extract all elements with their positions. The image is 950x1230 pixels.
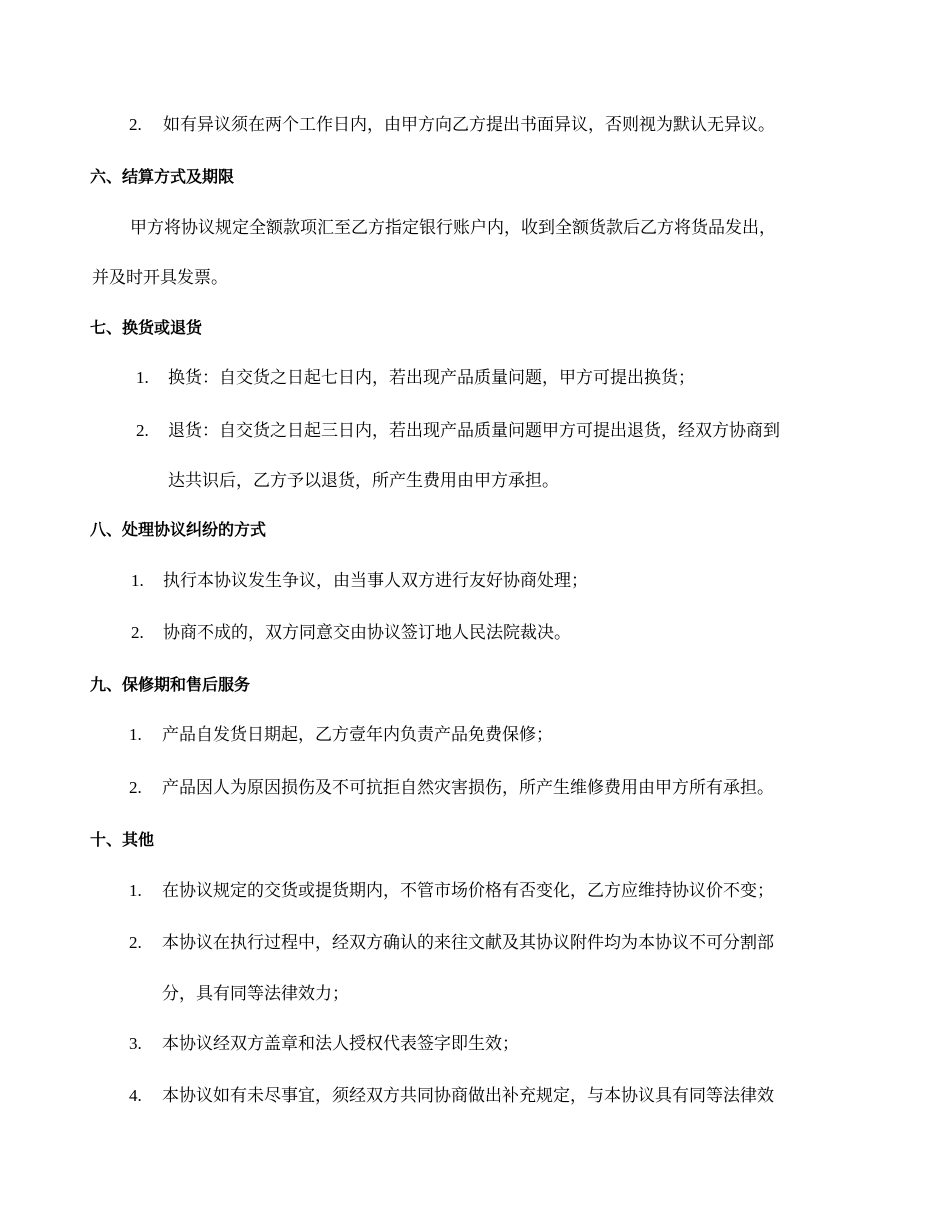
list-number: 1. bbox=[136, 368, 149, 387]
list-number: 2. bbox=[136, 421, 149, 440]
list-item-text: 执行本协议发生争议，由当事人双方进行友好协商处理； bbox=[163, 571, 588, 591]
section-heading-exchange-return: 七、换货或退货 bbox=[90, 318, 203, 337]
list-item-text: 本协议如有未尽事宜，须经双方共同协商做出补充规定，与本协议具有同等法律效 bbox=[162, 1086, 774, 1106]
list-item-text: 换货：自交货之日起七日内，若出现产品质量问题，甲方可提出换货； bbox=[168, 368, 695, 388]
section-heading-settlement: 六、结算方式及期限 bbox=[90, 167, 235, 186]
paragraph-line: 甲方将协议规定全额款项汇至乙方指定银行账户内，收到全额货款后乙方将货品发出， bbox=[130, 218, 776, 238]
list-item-text: 如有异议须在两个工作日内，由甲方向乙方提出书面异议，否则视为默认无异议。 bbox=[163, 115, 775, 135]
list-item-text: 产品因人为原因损伤及不可抗拒自然灾害损伤，所产生维修费用由甲方所有承担。 bbox=[162, 778, 774, 798]
section-heading-other: 十、其他 bbox=[90, 830, 155, 849]
list-item-text: 在协议规定的交货或提货期内，不管市场价格有否变化，乙方应维持协议价不变； bbox=[162, 881, 774, 901]
list-number: 2. bbox=[129, 778, 142, 797]
list-item-text: 协商不成的，双方同意交由协议签订地人民法院裁决。 bbox=[163, 623, 571, 643]
section-heading-disputes: 八、处理协议纠纷的方式 bbox=[90, 520, 267, 539]
list-number: 3. bbox=[129, 1034, 142, 1053]
list-number: 2. bbox=[129, 115, 142, 134]
list-item-text: 分，具有同等法律效力； bbox=[162, 984, 349, 1004]
list-item-text: 退货：自交货之日起三日内，若出现产品质量问题甲方可提出退货，经双方协商到 bbox=[168, 421, 780, 441]
list-number: 2. bbox=[129, 933, 142, 952]
list-number: 2. bbox=[131, 623, 144, 642]
section-heading-warranty: 九、保修期和售后服务 bbox=[90, 675, 251, 694]
list-item-text: 达共识后，乙方予以退货，所产生费用由甲方承担。 bbox=[168, 471, 559, 491]
list-item-text: 产品自发货日期起，乙方壹年内负责产品免费保修； bbox=[162, 725, 553, 745]
list-number: 1. bbox=[129, 881, 142, 900]
list-number: 4. bbox=[129, 1086, 142, 1105]
list-item-text: 本协议经双方盖章和法人授权代表签字即生效； bbox=[162, 1034, 519, 1054]
list-number: 1. bbox=[129, 725, 142, 744]
paragraph-line: 并及时开具发票。 bbox=[92, 268, 228, 288]
list-item-text: 本协议在执行过程中，经双方确认的来往文献及其协议附件均为本协议不可分割部 bbox=[162, 933, 774, 953]
list-number: 1. bbox=[131, 571, 144, 590]
